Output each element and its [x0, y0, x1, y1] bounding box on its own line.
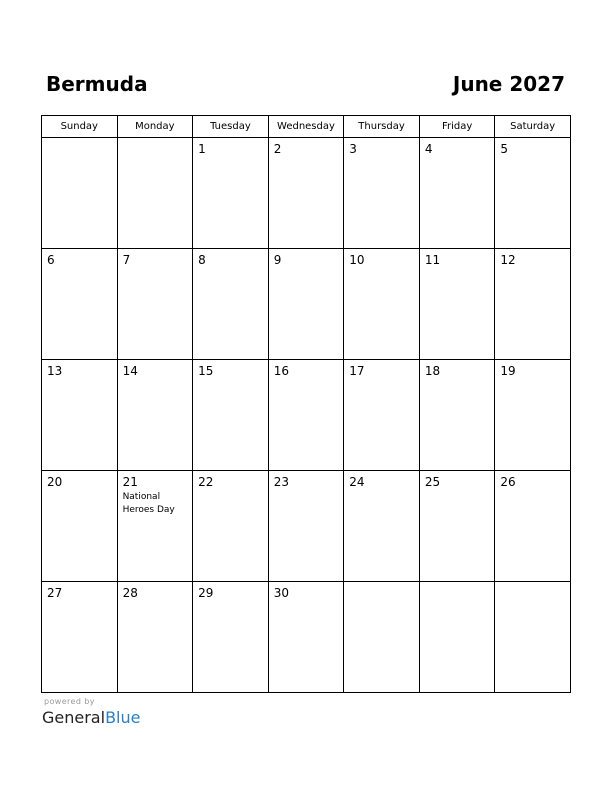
day-number: 13	[47, 364, 63, 378]
day-number: 22	[198, 475, 214, 489]
day-number: 5	[500, 142, 509, 156]
day-cell	[344, 360, 420, 471]
day-cell	[419, 249, 495, 360]
week-row	[42, 249, 571, 360]
weekday-wednesday: Wednesday	[268, 116, 344, 138]
day-number: 10	[349, 253, 365, 267]
calendar-country-title: Bermuda	[46, 72, 148, 96]
day-number: 24	[349, 475, 365, 489]
day-cell	[495, 249, 571, 360]
day-number: 20	[47, 475, 63, 489]
day-number: 9	[273, 253, 282, 267]
day-number: 15	[198, 364, 214, 378]
day-cell	[193, 249, 269, 360]
calendar-grid	[41, 115, 571, 693]
day-number: 25	[424, 475, 441, 489]
day-cell	[268, 249, 344, 360]
day-cell	[117, 249, 193, 360]
weekday-friday: Friday	[419, 116, 495, 138]
weekday-thursday: Thursday	[344, 116, 420, 138]
weekday-monday: Monday	[117, 116, 193, 138]
day-number: 23	[273, 475, 289, 489]
logo-text-general: General	[42, 708, 106, 727]
day-number: 28	[122, 586, 138, 600]
day-cell	[42, 471, 118, 582]
day-number: 18	[424, 364, 441, 378]
week-row	[42, 582, 571, 693]
day-cell	[344, 582, 420, 693]
day-cell	[268, 138, 344, 249]
day-cell	[268, 471, 344, 582]
day-number: 7	[122, 253, 131, 267]
day-cell	[193, 582, 269, 693]
week-row	[42, 471, 571, 582]
day-cell	[344, 249, 420, 360]
day-cell	[344, 138, 420, 249]
day-number: 30	[273, 586, 289, 600]
day-cell	[117, 360, 193, 471]
weekday-tuesday: Tuesday	[193, 116, 269, 138]
weekday-saturday: Saturday	[495, 116, 571, 138]
day-number: 4	[424, 142, 433, 156]
weekday-header-row	[42, 116, 571, 138]
day-cell	[419, 471, 495, 582]
day-number: 12	[500, 253, 516, 267]
day-cell	[193, 471, 269, 582]
day-cell	[193, 360, 269, 471]
day-cell	[419, 138, 495, 249]
day-cell	[42, 582, 118, 693]
calendar-month-title: June 2027	[452, 72, 565, 96]
week-row	[42, 360, 571, 471]
day-cell	[117, 138, 193, 249]
day-number: 19	[500, 364, 516, 378]
generalblue-logo[interactable]	[42, 708, 140, 727]
day-cell	[268, 582, 344, 693]
day-cell	[117, 471, 193, 582]
day-number: 11	[424, 253, 441, 267]
day-number: 21	[122, 475, 138, 489]
day-cell	[193, 138, 269, 249]
powered-by-label: powered by	[44, 697, 95, 706]
day-cell	[42, 138, 118, 249]
day-cell	[344, 471, 420, 582]
day-cell	[268, 360, 344, 471]
day-number: 6	[47, 253, 55, 267]
day-cell	[42, 360, 118, 471]
week-row	[42, 138, 571, 249]
day-number: 14	[122, 364, 138, 378]
day-cell	[495, 582, 571, 693]
day-number: 2	[273, 142, 282, 156]
holiday-label: National Heroes Day	[122, 492, 175, 515]
day-cell	[495, 138, 571, 249]
weekday-sunday: Sunday	[42, 116, 118, 138]
day-cell	[117, 582, 193, 693]
day-number: 26	[500, 475, 516, 489]
day-number: 16	[273, 364, 289, 378]
day-cell	[419, 582, 495, 693]
day-number: 29	[198, 586, 214, 600]
day-number: 3	[349, 142, 357, 156]
day-cell	[495, 471, 571, 582]
logo-text-blue: Blue	[105, 708, 141, 727]
day-number: 1	[198, 142, 206, 156]
day-cell	[419, 360, 495, 471]
day-number: 17	[349, 364, 365, 378]
day-number: 27	[47, 586, 63, 600]
day-cell	[42, 249, 118, 360]
day-cell	[495, 360, 571, 471]
day-number: 8	[198, 253, 206, 267]
